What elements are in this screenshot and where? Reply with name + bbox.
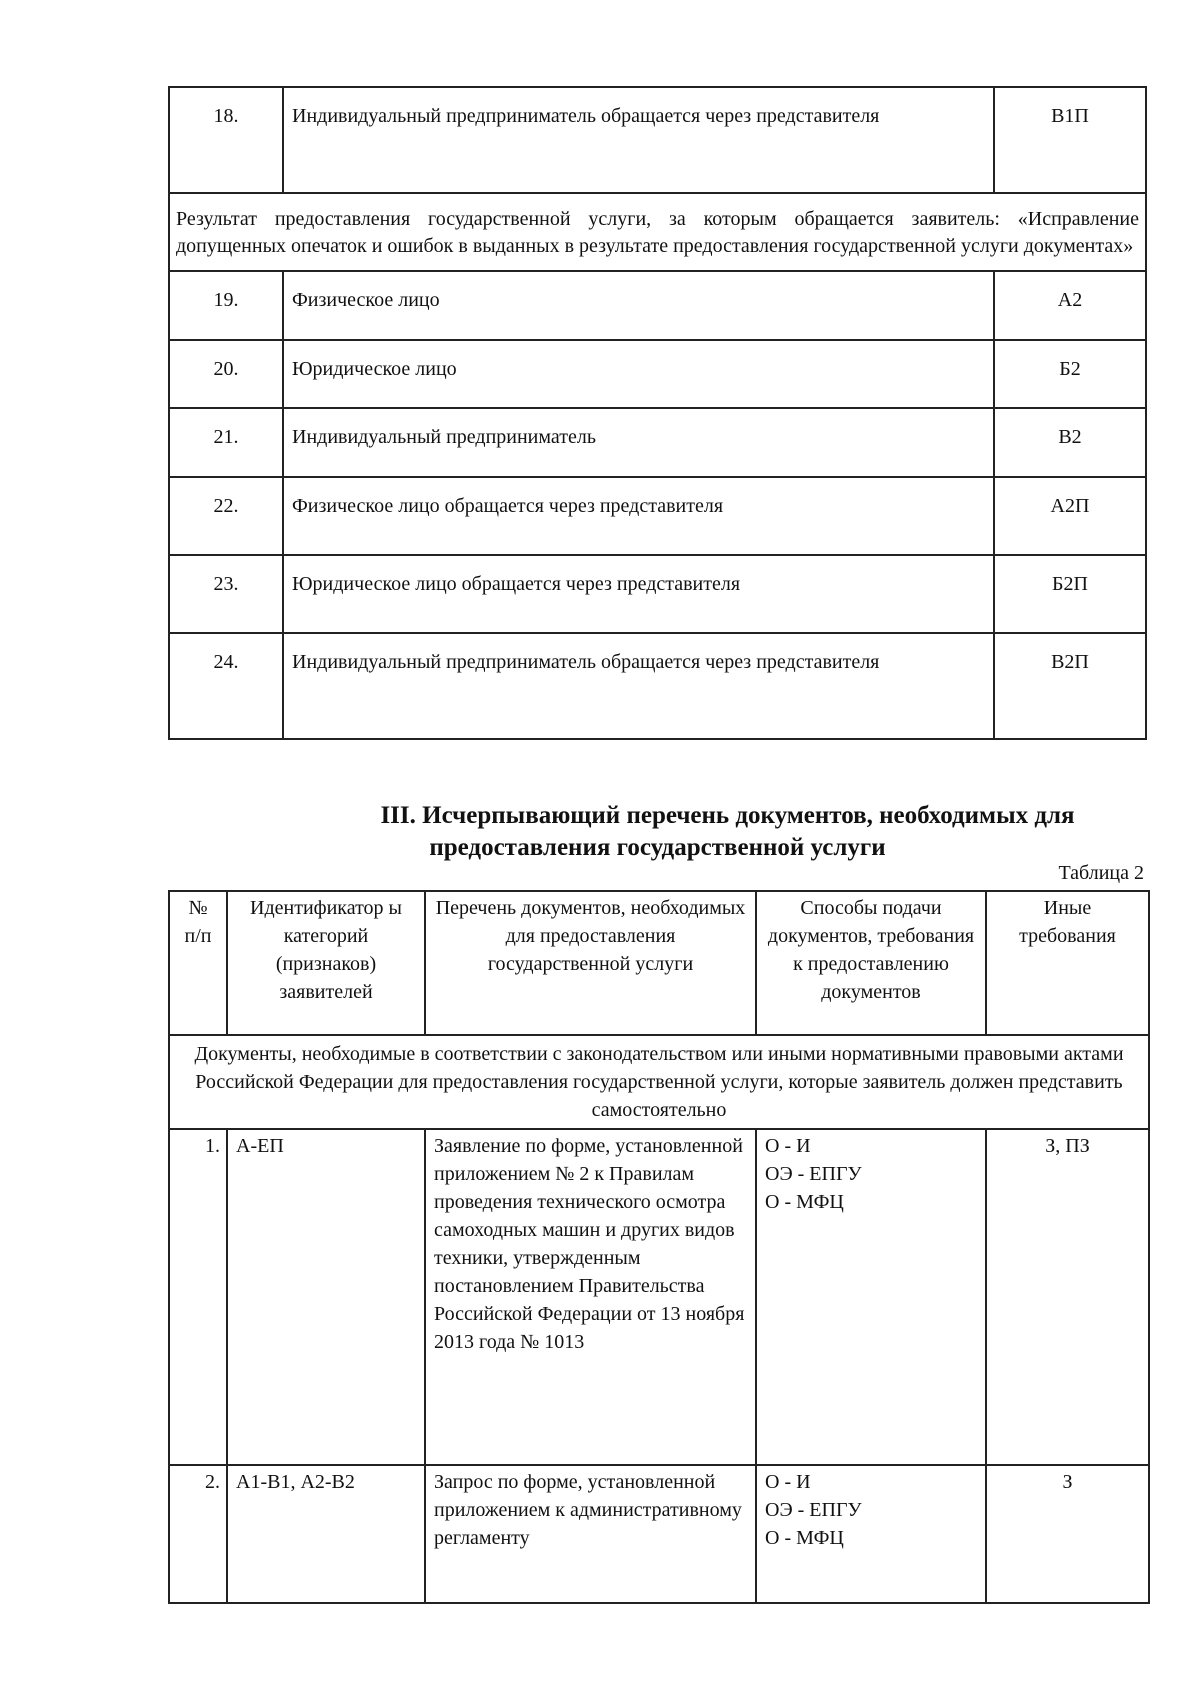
category-code: Б2 [994,340,1146,408]
table-row [169,633,1146,739]
applicant-identifiers: А-ЕП [227,1129,425,1465]
applicants-table-continued [168,86,1147,740]
row-number: 21. [169,408,283,477]
submission-method: ОЭ - ЕПГУ [765,1163,862,1185]
applicant-category: Физическое лицо обращается через представителя [283,477,994,555]
submission-method: О - МФЦ [765,1191,844,1213]
row-number: 22. [169,477,283,555]
row-number: 19. [169,271,283,340]
submission-methods [756,1465,986,1603]
table-row [169,477,1146,555]
submission-method: О - МФЦ [765,1527,844,1549]
header-documents: Перечень документов, необходимых для предоставления государственной услуги [425,891,756,1035]
other-requirements: З [986,1465,1149,1603]
result-row [169,193,1146,271]
table-number: Таблица 2 [1058,862,1144,884]
document-description: Запрос по форме, установленной приложением к административному регламенту [425,1465,756,1603]
other-requirements: З, ПЗ [986,1129,1149,1465]
submission-method: ОЭ - ЕПГУ [765,1499,862,1521]
section-row [169,1035,1149,1129]
applicant-category: Физическое лицо [283,271,994,340]
category-code: А2 [994,271,1146,340]
category-code: В1П [994,87,1146,193]
section-heading [168,800,1147,864]
table-row [169,1465,1149,1603]
header-other-requirements: Иные требования [986,891,1149,1035]
section-heading-line-1: III. Исчерпывающий перечень документов, необходимых для [380,802,1075,829]
table-row [169,340,1146,408]
table-row [169,87,1146,193]
row-number: 18. [169,87,283,193]
table-header-row [169,891,1149,1035]
applicant-category: Юридическое лицо обращается через представителя [283,555,994,633]
applicant-category: Индивидуальный предприниматель обращается через представителя [283,87,994,193]
row-number: 20. [169,340,283,408]
applicant-identifiers: А1-В1, А2-В2 [227,1465,425,1603]
table-row [169,1129,1149,1465]
header-num: № п/п [169,891,227,1035]
submission-method: О - И [765,1135,811,1157]
applicant-category: Индивидуальный предприниматель обращается через представителя [283,633,994,739]
submission-methods [756,1129,986,1465]
table-row [169,408,1146,477]
applicant-category: Индивидуальный предприниматель [283,408,994,477]
category-code: В2 [994,408,1146,477]
section-heading-line-2: предоставления государственной услуги [429,834,886,861]
row-number: 24. [169,633,283,739]
header-identifiers: Идентификатор ы категорий (признаков) заявителей [227,891,425,1035]
category-code: А2П [994,477,1146,555]
row-number: 23. [169,555,283,633]
header-submission-methods: Способы подачи документов, требования к предоставлению документов [756,891,986,1035]
submission-method: О - И [765,1471,811,1493]
table-row [169,271,1146,340]
category-code: Б2П [994,555,1146,633]
row-number: 2. [169,1465,227,1603]
service-result-text: Результат предоставления государственной услуги, за которым обращается заявитель: «Исправление допущенных опечаток и ошибок в выданных в результате предоставления государственной услуги документах» [169,193,1146,271]
row-number: 1. [169,1129,227,1465]
document-description: Заявление по форме, установленной приложением № 2 к Правилам проведения технического осмотра самоходных машин и других видов техники, утвержденным постановлением Правительства Российской Федерации от 13 ноября 2013 года № 1013 [425,1129,756,1465]
category-code: В2П [994,633,1146,739]
table-row [169,555,1146,633]
section-row-text: Документы, необходимые в соответствии с законодательством или иными нормативными правовыми актами Российской Федерации для предоставления государственной услуги, которые заявитель должен представить самостоятельно [169,1035,1149,1129]
applicant-category: Юридическое лицо [283,340,994,408]
documents-table [168,890,1150,1604]
